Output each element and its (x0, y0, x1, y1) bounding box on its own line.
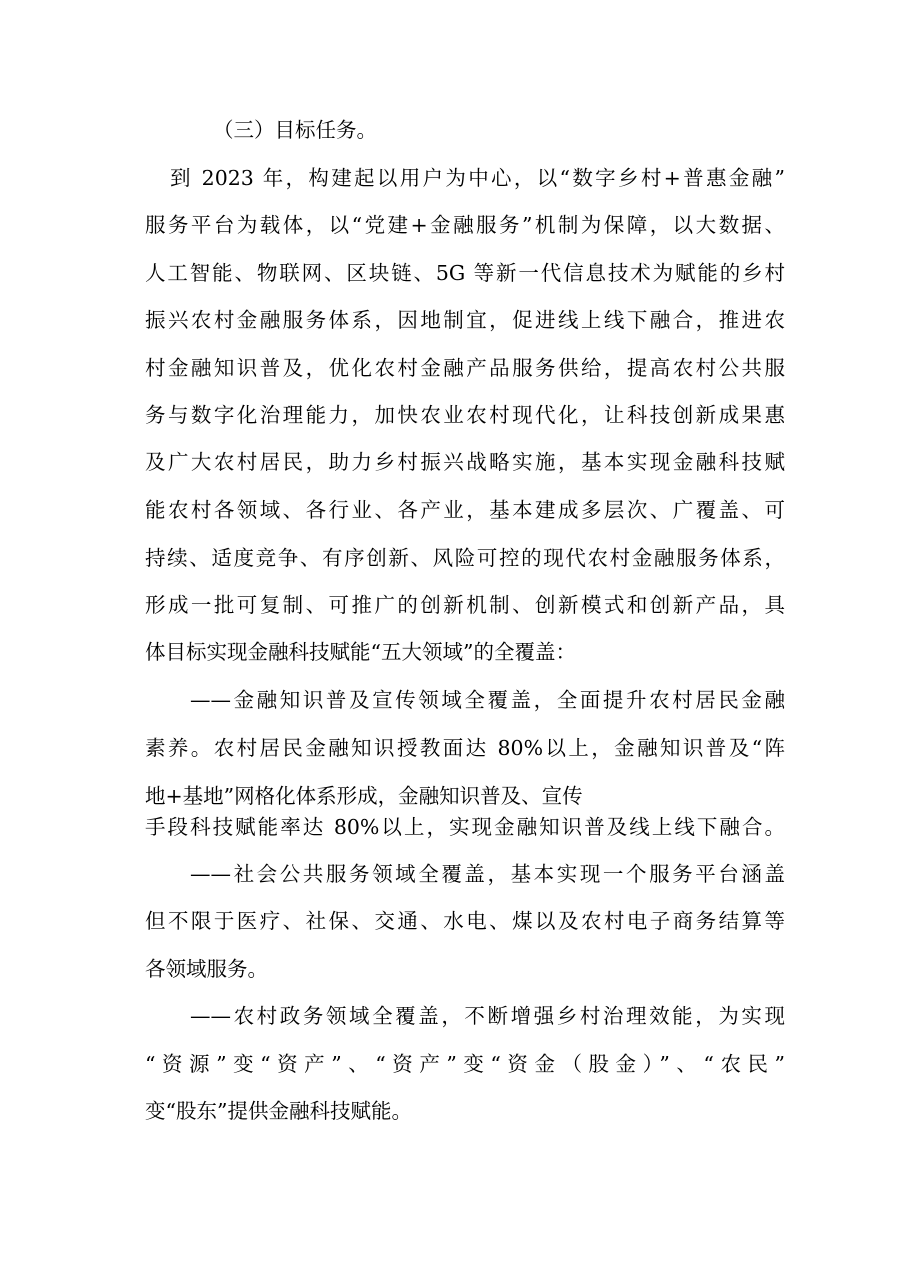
paragraph-line: 服务平台为载体，以“党建+金融服务”机制为保障，以大数据、 (145, 213, 785, 237)
paragraph-line: 人工智能、物联网、区块链、5G 等新一代信息技术为赋能的乡村 (145, 261, 785, 285)
paragraph-line: ——金融知识普及宣传领域全覆盖，全面提升农村居民金融 (190, 688, 785, 712)
paragraph-line: 各领域服务。 (145, 957, 268, 981)
paragraph-line: ——社会公共服务领域全覆盖，基本实现一个服务平台涵盖 (190, 862, 785, 886)
paragraph-line: 地+基地”网格化体系形成，金融知识普及、宣传 (145, 784, 583, 808)
paragraph-line: 能农村各领域、各行业、各产业，基本建成多层次、广覆盖、可 (145, 498, 785, 522)
paragraph-line: 形成一批可复制、可推广的创新机制、创新模式和创新产品，具 (145, 593, 785, 617)
paragraph-line: 变“股东”提供金融科技赋能。 (145, 1099, 412, 1123)
paragraph-line: 及广大农村居民，助力乡村振兴战略实施，基本实现金融科技赋 (145, 450, 785, 474)
paragraph-line: 到 2023 年，构建起以用户为中心，以“数字乡村+普惠金融” (170, 166, 785, 190)
section-heading: （三）目标任务。 (213, 118, 377, 142)
paragraph-line: 体目标实现金融科技赋能“五大领域”的全覆盖： (145, 640, 576, 664)
paragraph-line: 素养。农村居民金融知识授教面达 80%以上，金融知识普及“阵 (145, 736, 785, 760)
paragraph-line: 村金融知识普及，优化农村金融产品服务供给，提高农村公共服 (145, 356, 785, 380)
paragraph-line: 手段科技赋能率达 80%以上，实现金融知识普及线上线下融合。 (145, 815, 785, 839)
paragraph-line: 务与数字化治理能力，加快农业农村现代化，让科技创新成果惠 (145, 403, 785, 427)
paragraph-line: 持续、适度竞争、有序创新、风险可控的现代农村金融服务体系， (145, 546, 785, 570)
paragraph-line: 但不限于医疗、社保、交通、水电、煤以及农村电子商务结算等 (145, 909, 785, 933)
paragraph-line: 振兴农村金融服务体系，因地制宜，促进线上线下融合，推进农 (145, 308, 785, 332)
paragraph-line: ——农村政务领域全覆盖，不断增强乡村治理效能，为实现 (190, 1004, 785, 1028)
paragraph-line: “资源”变“资产”、“资产”变“资金（股金）”、“农民” (145, 1052, 785, 1076)
